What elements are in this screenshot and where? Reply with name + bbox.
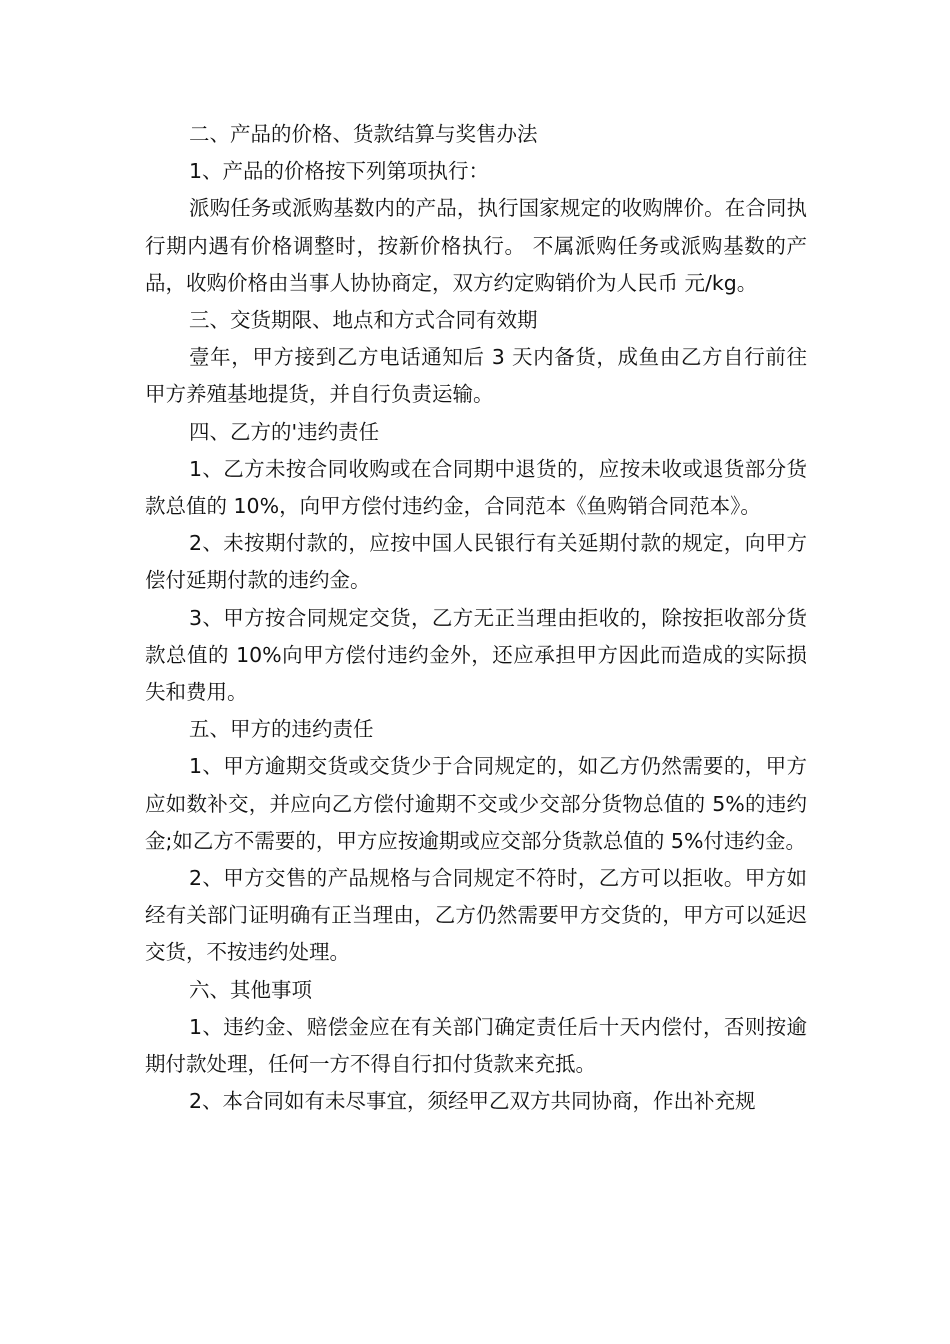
paragraph-party-a-item-1: 1、甲方逾期交货或交货少于合同规定的，如乙方仍然需要的，甲方应如数补交，并应向乙方偿付逾期不交或少交部分货物总值的 5%的违约金;如乙方不需要的，甲方应按逾期或应交部分货款总值的 5%付违约金。	[145, 754, 807, 853]
section-heading-other-matters: 六、其他事项	[189, 977, 312, 1002]
paragraph-party-a-item-2: 2、甲方交售的产品规格与合同规定不符时，乙方可以拒收。甲方如经有关部门证明确有正当理由，乙方仍然需要甲方交货的，甲方可以延迟交货，不按违约处理。	[145, 866, 807, 965]
paragraph-party-b-item-2: 2、未按期付款的，应按中国人民银行有关延期付款的规定，向甲方偿付延期付款的违约金。	[145, 531, 807, 593]
section-heading-party-a-liability: 五、甲方的违约责任	[189, 717, 374, 742]
section-heading-party-b-liability: 四、乙方的'违约责任	[189, 419, 380, 444]
paragraph-price-item-1: 1、产品的价格按下列第项执行：	[189, 159, 490, 184]
paragraph-party-b-item-3: 3、甲方按合同规定交货，乙方无正当理由拒收的，除按拒收部分货款总值的 10%向甲方偿付违约金外，还应承担甲方因此而造成的实际损失和费用。	[145, 605, 807, 705]
paragraph-other-item-2: 2、本合同如有未尽事宜，须经甲乙双方共同协商，作出补充规	[189, 1089, 756, 1114]
paragraph-price-details: 派购任务或派购基数内的产品，执行国家规定的收购牌价。在合同执行期内遇有价格调整时，按新价格执行。 不属派购任务或派购基数的产品，收购价格由当事人协协商定，双方约定购销价为人民币 元/kg。	[145, 196, 807, 295]
paragraph-delivery-details: 壹年，甲方接到乙方电话通知后 3 天内备货，成鱼由乙方自行前往甲方养殖基地提货，并自行负责运输。	[145, 345, 807, 407]
document-body	[145, 116, 807, 1120]
paragraph-party-b-item-1: 1、乙方未按合同收购或在合同期中退货的，应按未收或退货部分货款总值的 10%，向甲方偿付违约金，合同范本《鱼购销合同范本》。	[145, 456, 807, 519]
section-heading-delivery: 三、交货期限、地点和方式合同有效期	[189, 308, 538, 333]
section-heading-price: 二、产品的价格、货款结算与奖售办法	[189, 122, 538, 146]
paragraph-other-item-1: 1、违约金、赔偿金应在有关部门确定责任后十天内偿付，否则按逾期付款处理，任何一方不得自行扣付货款来充抵。	[145, 1014, 807, 1077]
